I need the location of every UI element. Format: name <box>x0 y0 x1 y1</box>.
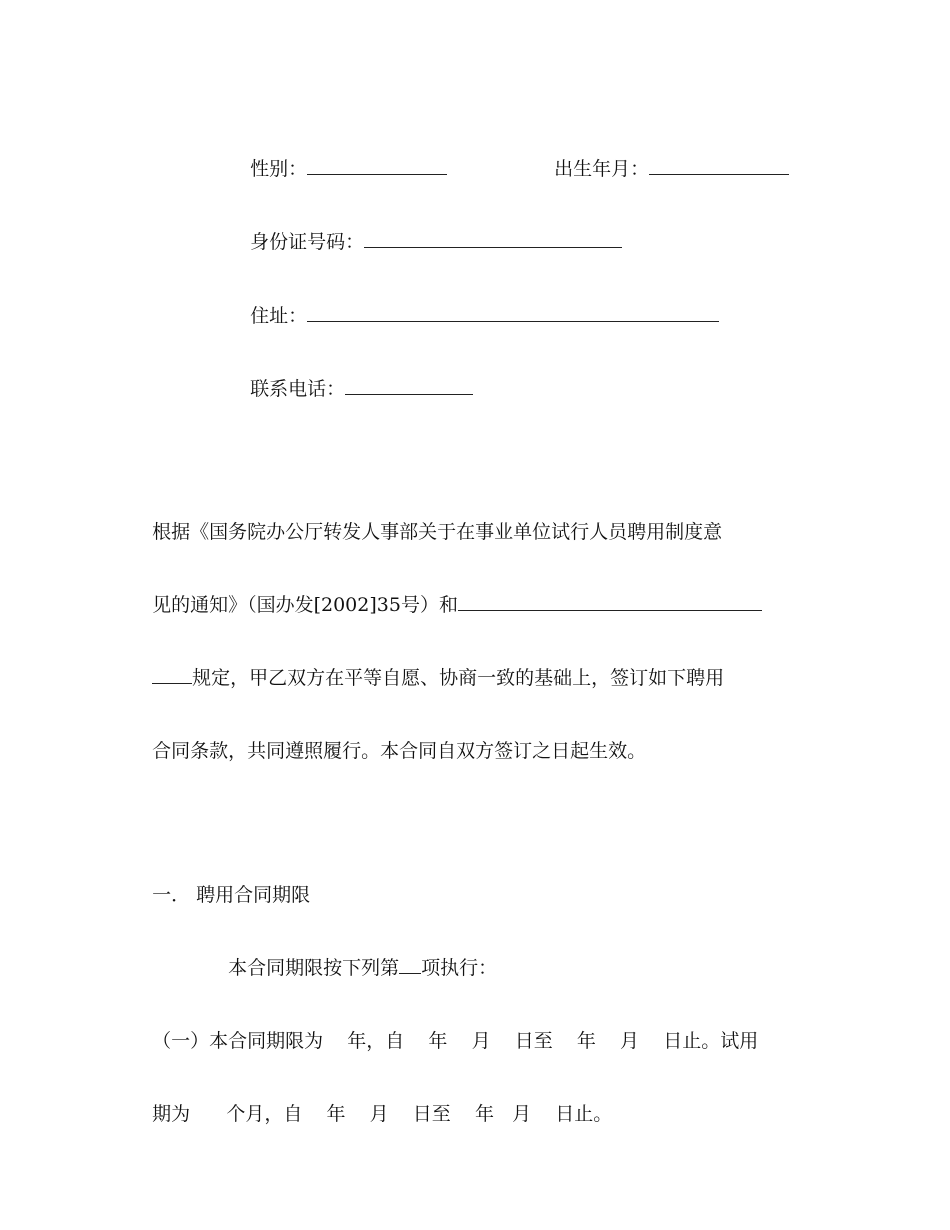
section-1-heading <box>140 856 311 906</box>
section-1-intro <box>216 929 498 979</box>
gender-row <box>238 130 447 180</box>
section-1-item-1-line-1-text: （一）本合同期限为 年，自 年 月 日至 年 月 日止。试用 <box>152 1030 759 1052</box>
id-blank[interactable] <box>364 229 622 248</box>
preamble-line-4-text: 合同条款，共同遵照履行。本合同自双方签订之日起生效。 <box>152 740 647 762</box>
address-label: 住址： <box>250 305 308 327</box>
phone-row <box>238 350 473 400</box>
section-1-heading-text: 一． 聘用合同期限 <box>152 884 311 906</box>
preamble-line-2-text: 见的通知》（国办发[2002]35号）和 <box>152 594 458 616</box>
id-row <box>238 203 622 253</box>
address-blank[interactable] <box>307 303 719 322</box>
section-1-item-1-line-1 <box>140 1002 759 1052</box>
phone-label: 联系电话： <box>250 378 346 400</box>
preamble-line-3 <box>140 639 725 689</box>
preamble-line-2 <box>140 566 762 616</box>
preamble-line-1-text: 根据《国务院办公厅转发人事部关于在事业单位试行人员聘用制度意 <box>152 521 723 543</box>
id-label: 身份证号码： <box>250 231 365 253</box>
preamble-line-4 <box>140 712 647 762</box>
preamble-line-3-text: 规定，甲乙双方在平等自愿、协商一致的基础上，签订如下聘用 <box>192 667 725 689</box>
section-1-item-1-line-2 <box>140 1075 613 1125</box>
section-1-intro-a: 本合同期限按下列第 <box>228 957 400 979</box>
phone-blank[interactable] <box>345 376 473 395</box>
birth-row <box>542 130 789 180</box>
regulation-blank-2[interactable] <box>152 665 192 684</box>
gender-label: 性别： <box>250 158 308 180</box>
preamble-line-1 <box>140 493 723 543</box>
option-number-blank[interactable] <box>399 955 421 974</box>
gender-blank[interactable] <box>307 156 447 175</box>
birth-label: 出生年月： <box>554 158 650 180</box>
section-1-intro-b: 项执行： <box>421 957 498 979</box>
section-1-item-1-line-2-text: 期为 个月，自 年 月 日至 年 月 日止。 <box>152 1103 613 1125</box>
regulation-blank-1[interactable] <box>458 592 762 611</box>
birth-blank[interactable] <box>649 156 789 175</box>
address-row <box>238 277 719 327</box>
